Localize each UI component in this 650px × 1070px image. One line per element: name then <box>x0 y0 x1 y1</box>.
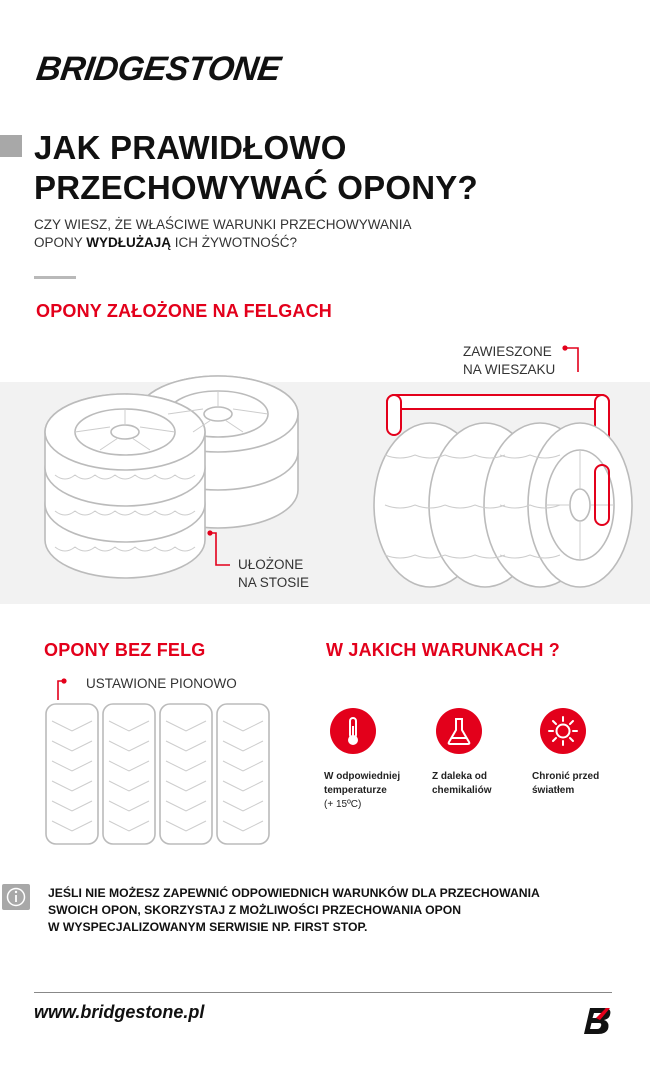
subtitle-emphasis: WYDŁUŻAJĄ <box>86 235 172 250</box>
subtitle-line-2: OPONY WYDŁUŻAJĄ ICH ŻYWOTNOŚĆ? <box>34 235 298 250</box>
thermometer-icon <box>330 708 376 754</box>
condition-chemicals: Z daleka od chemikaliów <box>432 771 492 796</box>
footer-divider <box>34 992 612 993</box>
hanging-callout: ZAWIESZONE NA WIESZAKU <box>463 344 556 377</box>
on-rims-heading: OPONY ZAŁOŻONE NA FELGACH <box>36 301 333 321</box>
storage-service-note: JEŚLI NIE MOŻESZ ZAPEWNIĆ ODPOWIEDNICH WARUNKÓW DLA PRZECHOWANIA SWOICH OPON, SKORZYSTAJ Z MOŻLIWOŚCI PRZECHOWANIA OPON W WYSPECJALIZOWANYM SERWISIE NP. FIRST STOP. <box>48 886 540 934</box>
page-title <box>34 128 478 208</box>
flask-icon <box>436 708 482 754</box>
info-icon <box>2 884 30 910</box>
bridgestone-b-logo <box>582 1006 614 1036</box>
without-rims-heading: OPONY BEZ FELG <box>44 640 206 660</box>
title-line-2: PRZECHOWYWAĆ OPONY? <box>34 169 478 206</box>
sun-icon <box>540 708 586 754</box>
condition-temperature: W odpowiedniej temperaturze (+ 15ºC) <box>324 771 401 810</box>
title-line-1: JAK PRAWIDŁOWO <box>34 129 347 166</box>
title-marker <box>0 135 22 157</box>
page-subtitle <box>34 216 412 252</box>
upright-tyres-illustration <box>44 676 284 846</box>
hanging-tyres-illustration <box>365 345 645 597</box>
subtitle-line-1: CZY WIESZ, ŻE WŁAŚCIWE WARUNKI PRZECHOWYWANIA <box>34 217 412 232</box>
condition-light: Chronić przed światłem <box>532 771 600 796</box>
conditions-heading: W JAKICH WARUNKACH ? <box>326 640 560 660</box>
website-link[interactable]: www.bridgestone.pl <box>34 1002 205 1022</box>
upright-callout: USTAWIONE PIONOWO <box>86 676 237 691</box>
bridgestone-logo: BRIDGESTONE <box>34 50 283 88</box>
section-divider <box>34 276 76 279</box>
stacked-callout: UŁOŻONE NA STOSIE <box>238 557 310 590</box>
